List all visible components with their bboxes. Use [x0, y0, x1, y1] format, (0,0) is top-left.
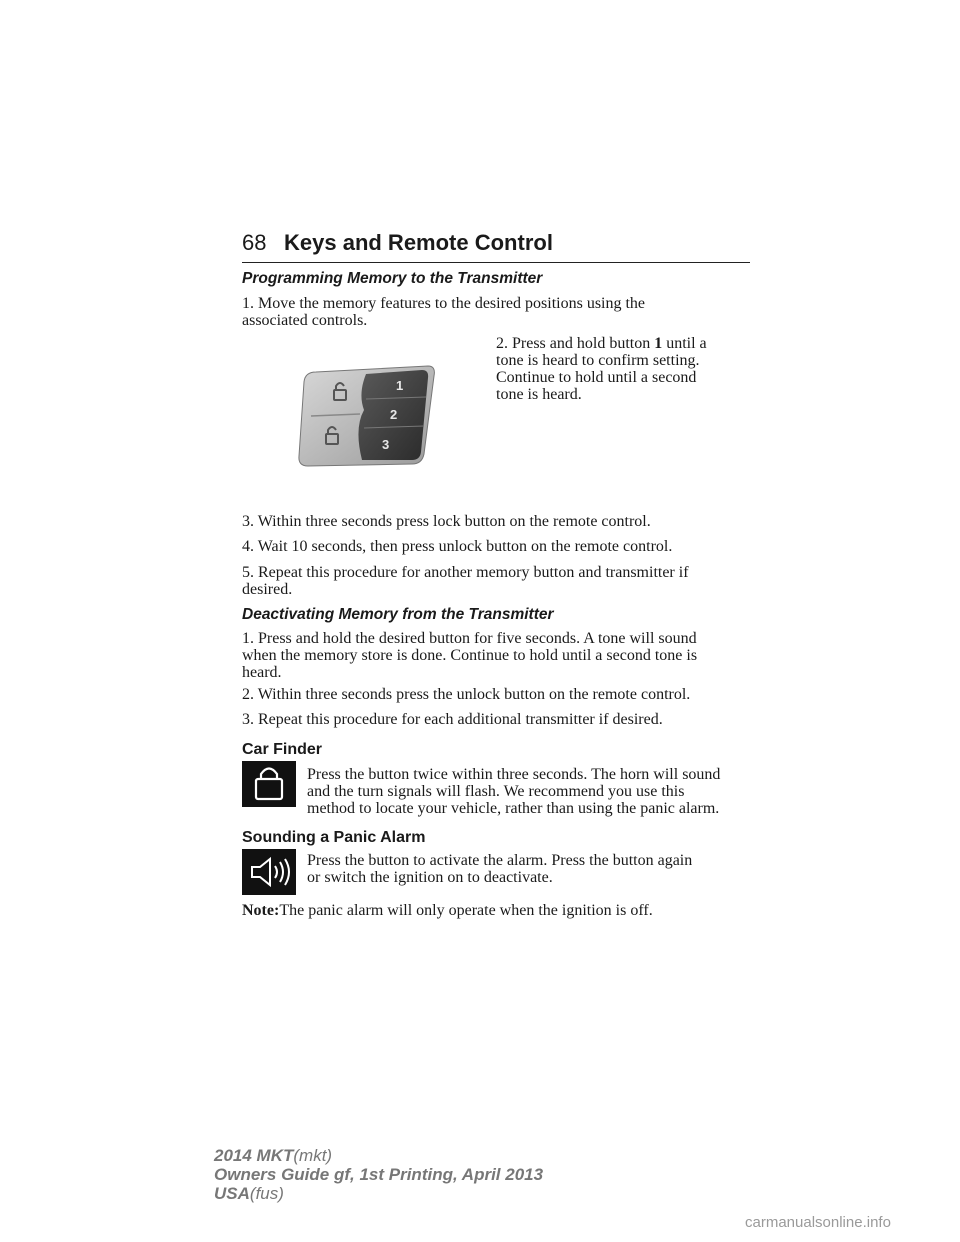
chapter-title: Keys and Remote Control [284, 230, 553, 255]
horn-icon [242, 849, 296, 895]
footer-line1 [214, 1146, 543, 1165]
footer-market: USA [214, 1184, 250, 1203]
car-finder-text-line1: Press the button twice within three seconds. The horn will sound [307, 766, 721, 783]
deactivating-step1: 1. Press and hold the desired button for five seconds. A tone will sound [242, 630, 697, 647]
programming-step2 [496, 335, 707, 352]
step2-text: 2. Press and hold button [496, 335, 655, 352]
car-finder-text-line2: and the turn signals will flash. We recommend you use this [307, 783, 685, 800]
programming-step1: 1. Move the memory features to the desired positions using the [242, 295, 646, 312]
memory-seat-controls-illustration [296, 364, 438, 468]
memory-button-label: 1 [396, 378, 404, 393]
note-label: Note: [242, 902, 280, 919]
programming-step2-line4: tone is heard. [496, 386, 582, 403]
footer-line3 [214, 1184, 543, 1203]
programming-step2-line2: tone is heard to confirm setting. [496, 352, 700, 369]
panic-text-line2: or switch the ignition on to deactivate. [307, 869, 553, 886]
programming-step5: 5. Repeat this procedure for another memory button and transmitter if [242, 564, 689, 581]
step2-button-number: 1 [654, 335, 663, 352]
deactivating-heading: Deactivating Memory from the Transmitter [242, 606, 554, 623]
car-finder-heading: Car Finder [242, 741, 323, 758]
footer-market-code: (fus) [249, 1184, 284, 1203]
footer-model: 2014 MKT [214, 1146, 294, 1165]
print-footer [214, 1146, 543, 1203]
car-finder-text-line3: method to locate your vehicle, rather than using the panic alarm. [307, 800, 720, 817]
step2-text-end: until a [662, 335, 707, 352]
deactivating-step3: 3. Repeat this procedure for each additional transmitter if desired. [242, 711, 663, 728]
programming-step1-cont: associated controls. [242, 312, 368, 329]
programming-step4: 4. Wait 10 seconds, then press unlock button on the remote control. [242, 538, 673, 555]
memory-button-label: 3 [382, 437, 390, 452]
programming-step3: 3. Within three seconds press lock button on the remote control. [242, 513, 651, 530]
programming-step5-cont: desired. [242, 581, 293, 598]
note-text: The panic alarm will only operate when the ignition is off. [279, 902, 653, 919]
note [242, 902, 653, 919]
deactivating-step1-line2: when the memory store is done. Continue to hold until a second tone is [242, 647, 698, 664]
programming-heading: Programming Memory to the Transmitter [242, 270, 543, 287]
deactivating-step2: 2. Within three seconds press the unlock button on the remote control. [242, 686, 691, 703]
page-number: 68 [242, 230, 267, 255]
programming-step2-line3: Continue to hold until a second [496, 369, 697, 386]
memory-button-label: 2 [390, 407, 398, 422]
panic-heading: Sounding a Panic Alarm [242, 829, 426, 846]
footer-line2: Owners Guide gf, 1st Printing, April 2013 [214, 1165, 544, 1184]
panic-text-line1: Press the button to activate the alarm. Press the button again [307, 852, 693, 869]
footer-model-code: (mkt) [293, 1146, 333, 1165]
page-header [242, 228, 750, 263]
deactivating-step1-line3: heard. [242, 664, 282, 681]
watermark: carmanualsonline.info [745, 1214, 891, 1231]
lock-icon [242, 761, 296, 807]
